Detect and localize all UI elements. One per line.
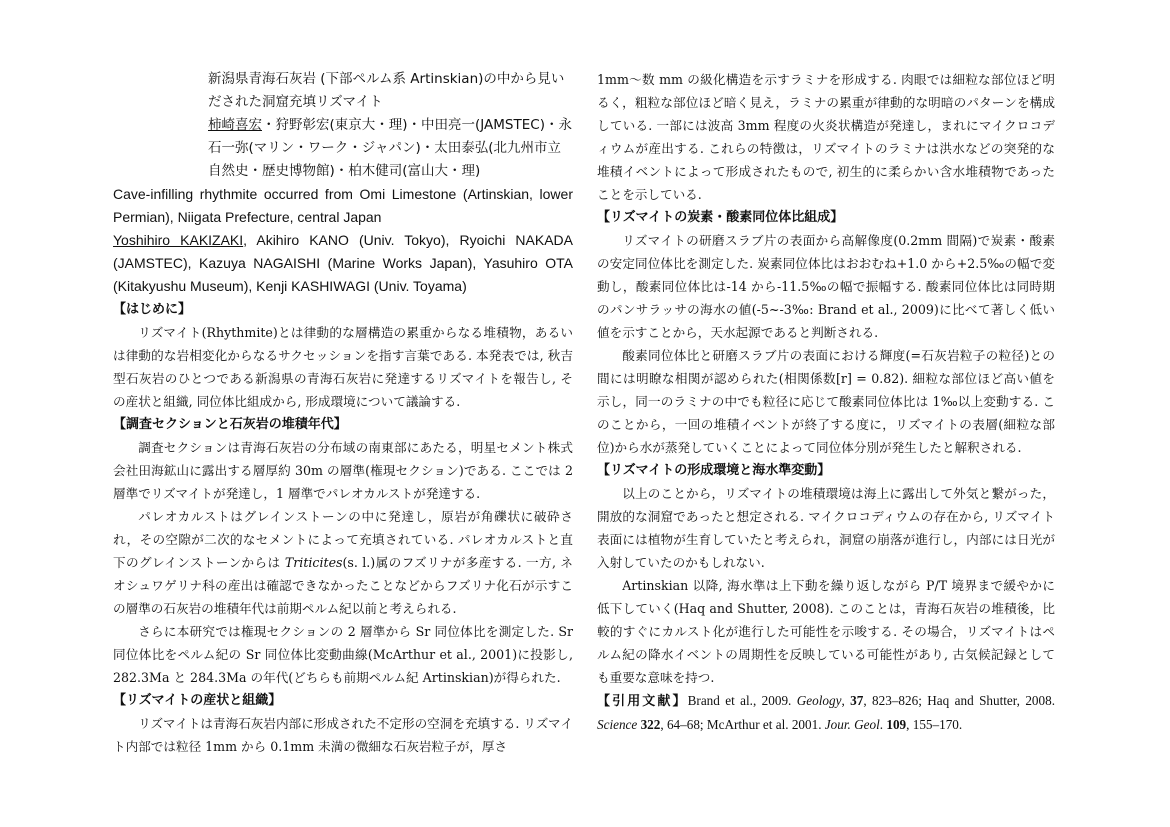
references: 【引用文献】Brand et al., 2009. Geology, 37, 823–826; Haq and Shutter, 2008. Science 322, 64–68; McArthur et al. 2001. Jour. Geol. 109, 155–170. xyxy=(597,693,1056,732)
genus-name: Triticites xyxy=(284,555,343,570)
paragraph-sea-level: Artinskian 以降, 海水準は上下動を繰り返しながら P/T 境界まで緩やかに低下していく(Haq and Shutter, 2008). このことは，青海石灰岩の堆積後，比較的すぐにカルスト化が進行した可能性を示唆する. その場合，リズマイトはペルム紀の降水イベントの周期性を反映している可能性があり, 古気候記録としても重要な意味を持つ. xyxy=(597,578,1055,685)
presenting-author-jp: 柿崎喜宏 xyxy=(208,117,262,133)
english-title: Cave-infilling rhythmite occurred from Omi Limestone (Artinskian, lower Permian), Niigata Prefecture, central Japan xyxy=(113,186,573,225)
ref-text-3: , 64–68; McArthur et al. 2001. xyxy=(660,717,825,732)
ref-volume-3: 109 xyxy=(886,717,907,732)
presenting-author-en: Yoshihiro KAKIZAKI xyxy=(113,232,244,248)
right-column xyxy=(597,68,1055,736)
ref-text-4: , 155–170. xyxy=(906,717,963,732)
section-heading-introduction: 【はじめに】 xyxy=(113,302,192,317)
ref-journal-1: Geology xyxy=(796,693,842,708)
english-authors xyxy=(113,229,573,298)
ref-text-2: , 823–826; Haq and Shutter, 2008. xyxy=(863,693,1056,708)
japanese-authors: ・狩野彰宏(東京大・理)・中田亮一(JAMSTEC)・永石一弥(マリン・ワーク・ジャパン)・太田泰弘(北九州市立自然史・歴史博物館)・柏木健司(富山大・理) xyxy=(208,117,572,179)
section-heading-environment: 【リズマイトの形成環境と海水準変動】 xyxy=(597,463,831,478)
paragraph-introduction: リズマイト(Rhythmite)とは律動的な層構造の累重からなる堆積物，あるいは律動的な岩相変化からなるサクセッションを指す言葉である. 本発表では, 秋吉型石灰岩のひとつである新潟県の青海石灰岩に発達するリズマイトを報告し, その産状と組織, 同位体比組成から, 形成環境について議論する. xyxy=(113,325,573,409)
english-authors-rest: , Akihiro KANO (Univ. Tokyo), Ryoichi NAKADA (JAMSTEC), Kazuya NAGAISHI (Marine Works Japan), Yasuhiro OTA (Kitakyushu Museum), Kenji KASHIWAGI (Univ. Toyama) xyxy=(113,232,573,294)
ref-text-1: Brand et al., 2009. xyxy=(687,693,797,708)
section-heading-section-age: 【調査セクションと石灰岩の堆積年代】 xyxy=(113,417,347,432)
paragraph-occurrence: リズマイトは青海石灰岩内部に形成された不定形の空洞を充填する. リズマイト内部では粒径 1mm から 0.1mm 未満の微細な石灰岩粒子が，厚さ xyxy=(113,716,573,754)
paragraph-occurrence-continued: 1mm～数 mm の級化構造を示すラミナを形成する. 肉眼では細粒な部位ほど明るく，粗粒な部位ほど暗く見え，ラミナの累重が律動的な明暗のパターンを構成している. 一部には波高 3mm 程度の火炎状構造が発達し，まれにマイクロコディウムが産出する. これらの特徴は，リズマイトのラミナは洪水などの突発的な堆積イベントによって形成されたもので, 初生的に柔らかい含水堆積物であったことを示している. xyxy=(597,72,1055,202)
left-column xyxy=(113,68,573,758)
ref-dot: . xyxy=(879,717,887,732)
paragraph-paleokarst xyxy=(113,505,573,620)
paleokarst-text-a: パレオカルストはグレインストーンの中に発達し，原岩が角礫状に破砕され，その空隙が二次的なセメントによって充填されている. パレオカルストと直下のグレインストーンからは xyxy=(113,509,573,570)
japanese-title: 新潟県青海石灰岩 (下部ペルム系 Artinskian)の中から見いだされた洞窟充填リズマイト xyxy=(208,71,565,110)
section-heading-isotopes: 【リズマイトの炭素・酸素同位体比組成】 xyxy=(597,210,844,225)
paragraph-isotopes: リズマイトの研磨スラブ片の表面から高解像度(0.2mm 間隔)で炭素・酸素の安定同位体比を測定した. 炭素同位体比はおおむね+1.0 から+2.5‰の幅で変動し，酸素同位体比は-14 から-11.5‰の幅で振幅する. 酸素同位体比は同時期のパンサラッサの海水の値(-5~-3‰: Brand et al., 2009)に比べて著しく低い値を示すことから，天水起源であると判断される. xyxy=(597,233,1055,340)
paragraph-section: 調査セクションは青海石灰岩の分布域の南東部にあたる，明星セメント株式会社田海鉱山に露出する層厚約 30m の層準(権現セクション)である. ここでは 2 層準でリズマイトが発達し，1 層準でパレオカルストが発達する. xyxy=(113,440,573,501)
paragraph-sr-isotope: さらに本研究では権現セクションの 2 層準から Sr 同位体比を測定した. Sr 同位体比をペルム紀の Sr 同位体比変動曲線(McArthur et al., 2001)に投影し, 282.3Ma と 284.3Ma の年代(どちらも前期ペルム紀 Artinskian)が得られた. xyxy=(113,624,573,685)
references-heading: 【引用文献】 xyxy=(597,694,688,709)
paleokarst-text-b: (s. l.)属のフズリナが多産する. 一方, ネオシュワゲリナ科の産出は確認できなかったことなどからフズリナ化石が示すこの層準の石灰岩の堆積年代は前期ペルム紀以前と考えられる. xyxy=(113,555,573,616)
ref-volume-2: 322 xyxy=(640,717,661,732)
ref-journal-3: Jour. Geol xyxy=(824,717,880,732)
section-heading-occurrence: 【リズマイトの産状と組織】 xyxy=(113,693,282,708)
paragraph-correlation: 酸素同位体比と研磨スラブ片の表面における輝度(=石灰岩粒子の粒径)との間には明瞭な相関が認められた(相関係数[r] = 0.82). 細粒な部位ほど高い値を示し，同一のラミナの中でも粒径に応じて酸素同位体比は 1‰以上変動する. このことから，一回の堆積イベントが終了する度に，リズマイトの表層(細粒な部位)から水が蒸発していくことによって同位体分別が発生したと解釈される. xyxy=(597,348,1055,455)
japanese-title-block xyxy=(208,68,573,183)
ref-volume-1: 37 xyxy=(850,693,864,708)
ref-journal-2: Science xyxy=(597,717,638,732)
paragraph-environment: 以上のことから，リズマイトの堆積環境は海上に露出して外気と繋がった，開放的な洞窟であったと想定される. マイクロコディウムの存在から, リズマイト表面には植物が生育していたと考えられ，洞窟の崩落が進行し，内部には日光が入射していたのかもしれない. xyxy=(597,486,1055,570)
